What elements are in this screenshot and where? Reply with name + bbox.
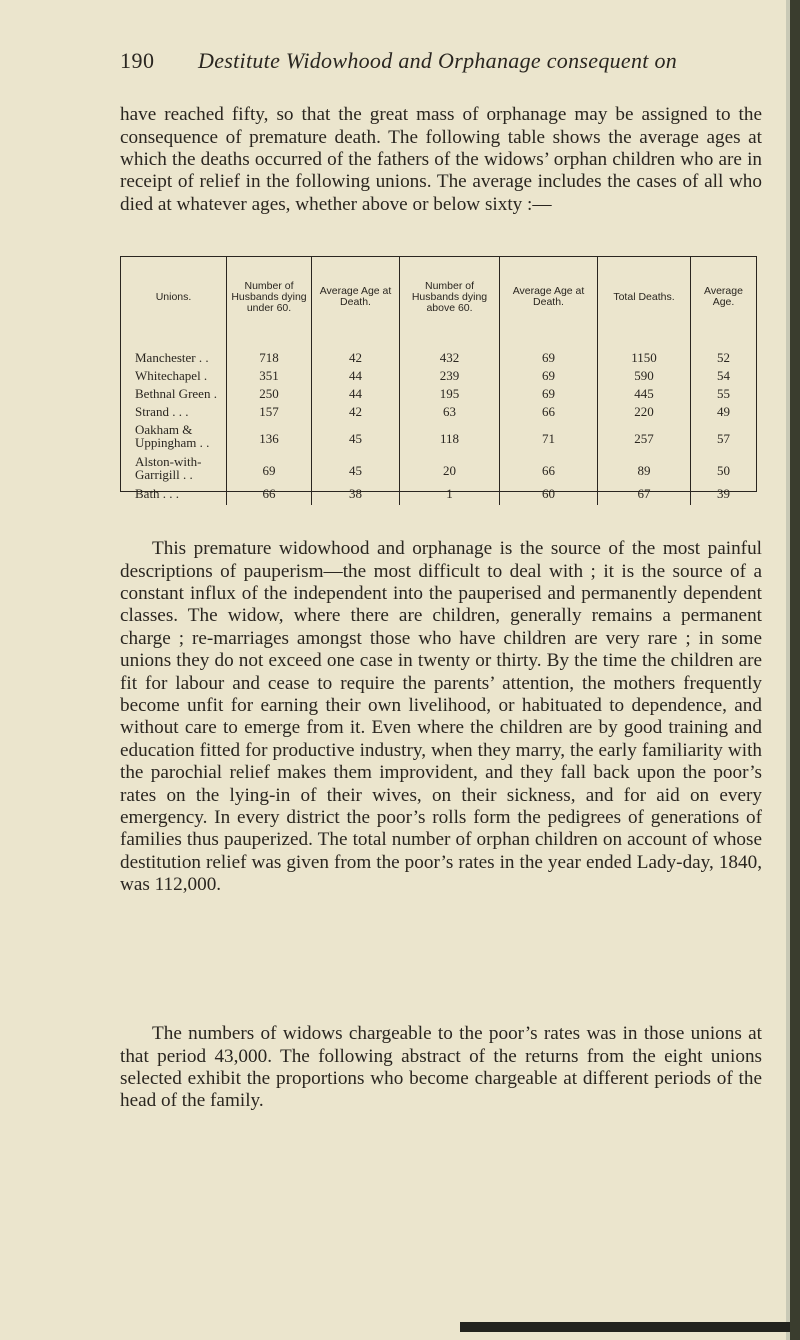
cell-avg-under: 45: [312, 421, 400, 453]
paragraph-intro: have reached fifty, so that the great mass of orphanage may be assigned to the consequence of premature death. The following table shows the average ages at which the deaths occurred of the fathers of the widows’ orphan children who are in receipt of relief in the following unions. The average includes the cases of all who died at whatever ages, whether above or below sixty :—: [120, 104, 762, 215]
col-header-husbands-above-60: Number of Husbands dying above 60.: [400, 257, 500, 337]
paragraph-widows: The numbers of widows chargeable to the poor’s rates was in those unions at that period 43,000. The following abstract of the returns from the eight unions selected exhibit the proportions who become chargeable at different periods of the head of the family.: [120, 1023, 762, 1112]
cell-total: 67: [598, 485, 691, 503]
cell-avg-above: 69: [500, 385, 598, 403]
running-head: Destitute Widowhood and Orphanage consequent on: [198, 48, 678, 73]
cell-under: 157: [227, 403, 312, 421]
cell-avg-above: 71: [500, 421, 598, 453]
cell-above: 195: [400, 385, 500, 403]
cell-avg: 39: [691, 485, 757, 503]
cell-total: 89: [598, 453, 691, 485]
cell-avg: 57: [691, 421, 757, 453]
cell-avg-under: 42: [312, 403, 400, 421]
cell-union: Bath . . .: [135, 486, 180, 501]
table-row: [121, 485, 756, 503]
cell-above: 63: [400, 403, 500, 421]
cell-under: 718: [227, 349, 312, 367]
cell-union: Bethnal Green .: [135, 386, 217, 401]
cell-avg: 54: [691, 367, 757, 385]
cell-avg: 50: [691, 453, 757, 485]
cell-avg-under: 44: [312, 385, 400, 403]
cell-above: 1: [400, 485, 500, 503]
cell-avg-above: 60: [500, 485, 598, 503]
cell-total: 1150: [598, 349, 691, 367]
col-header-total-deaths: Total Deaths.: [598, 257, 691, 337]
paragraph-orphanage: This premature widowhood and orphanage is the source of the most painful descriptions of pauperism—the most difficult to deal with ; it is the source of a constant influx of the independent into the pauperised and permanently dependent classes. The widow, where there are children, generally remains a permanent charge ; re-marriages amongst those who have children are very rare ; in some unions they do not exceed one case in twenty or thirty. By the time the children are fit for labour and cease to require the parents’ attention, the mothers frequently become unfit for earning their own livelihood, or habituated to dependence, and without care to emerge from it. Even where the children are by good training and education fitted for productive industry, when they marry, the early familiarity with the parochial relief makes them improvident, and they fall back upon the poor’s rates on the lying-in of their wives, on their sickness, and for aid on every emergency. In every district the poor’s rolls form the pedigrees of generations of families thus pauperized. The total number of orphan children on account of whose destitution relief was given from the poor’s rates in the year ended Lady-day, 1840, was 112,000.: [120, 538, 762, 896]
table-row: [121, 349, 756, 367]
table-row: [121, 385, 756, 403]
cell-avg-above: 66: [500, 403, 598, 421]
cell-avg: 52: [691, 349, 757, 367]
cell-above: 239: [400, 367, 500, 385]
cell-above: 118: [400, 421, 500, 453]
page-number: 190: [120, 48, 155, 73]
cell-above: 20: [400, 453, 500, 485]
cell-union: Manchester . .: [135, 350, 209, 365]
cell-under: 66: [227, 485, 312, 503]
cell-avg-under: 38: [312, 485, 400, 503]
cell-union: Whitechapel .: [135, 368, 208, 383]
table-row: [121, 367, 756, 385]
table-filler-row: [121, 503, 756, 505]
col-header-unions: Unions.: [155, 290, 192, 303]
cell-avg-under: 42: [312, 349, 400, 367]
cell-union: Alston-with-Garrigill . .: [135, 454, 202, 482]
cell-union: Oakham & Uppingham . .: [135, 422, 210, 450]
cell-avg: 55: [691, 385, 757, 403]
bottom-edge-shadow: [460, 1322, 790, 1332]
cell-total: 257: [598, 421, 691, 453]
page-header: [120, 48, 760, 80]
table-row: [121, 421, 756, 453]
cell-total: 445: [598, 385, 691, 403]
book-spine-edge: [790, 0, 800, 1340]
cell-under: 69: [227, 453, 312, 485]
table-row: [121, 403, 756, 421]
col-header-avg-age-under: Average Age at Death.: [312, 257, 400, 337]
cell-avg-above: 69: [500, 367, 598, 385]
cell-total: 590: [598, 367, 691, 385]
cell-avg-under: 44: [312, 367, 400, 385]
table-row: [121, 453, 756, 485]
cell-under: 136: [227, 421, 312, 453]
table-spacer-row: [121, 337, 756, 349]
cell-avg-above: 66: [500, 453, 598, 485]
cell-avg-under: 45: [312, 453, 400, 485]
cell-union: Strand . . .: [135, 404, 189, 419]
cell-avg-above: 69: [500, 349, 598, 367]
col-header-avg-age-above: Average Age at Death.: [500, 257, 598, 337]
cell-under: 250: [227, 385, 312, 403]
deaths-table-grid: [121, 257, 756, 505]
col-header-average-age: Average Age.: [691, 257, 757, 337]
col-header-husbands-under-60: Number of Husbands dying under 60.: [227, 257, 312, 337]
table-header-row: [121, 257, 756, 337]
cell-total: 220: [598, 403, 691, 421]
cell-under: 351: [227, 367, 312, 385]
cell-above: 432: [400, 349, 500, 367]
deaths-table: [120, 256, 757, 501]
cell-avg: 49: [691, 403, 757, 421]
